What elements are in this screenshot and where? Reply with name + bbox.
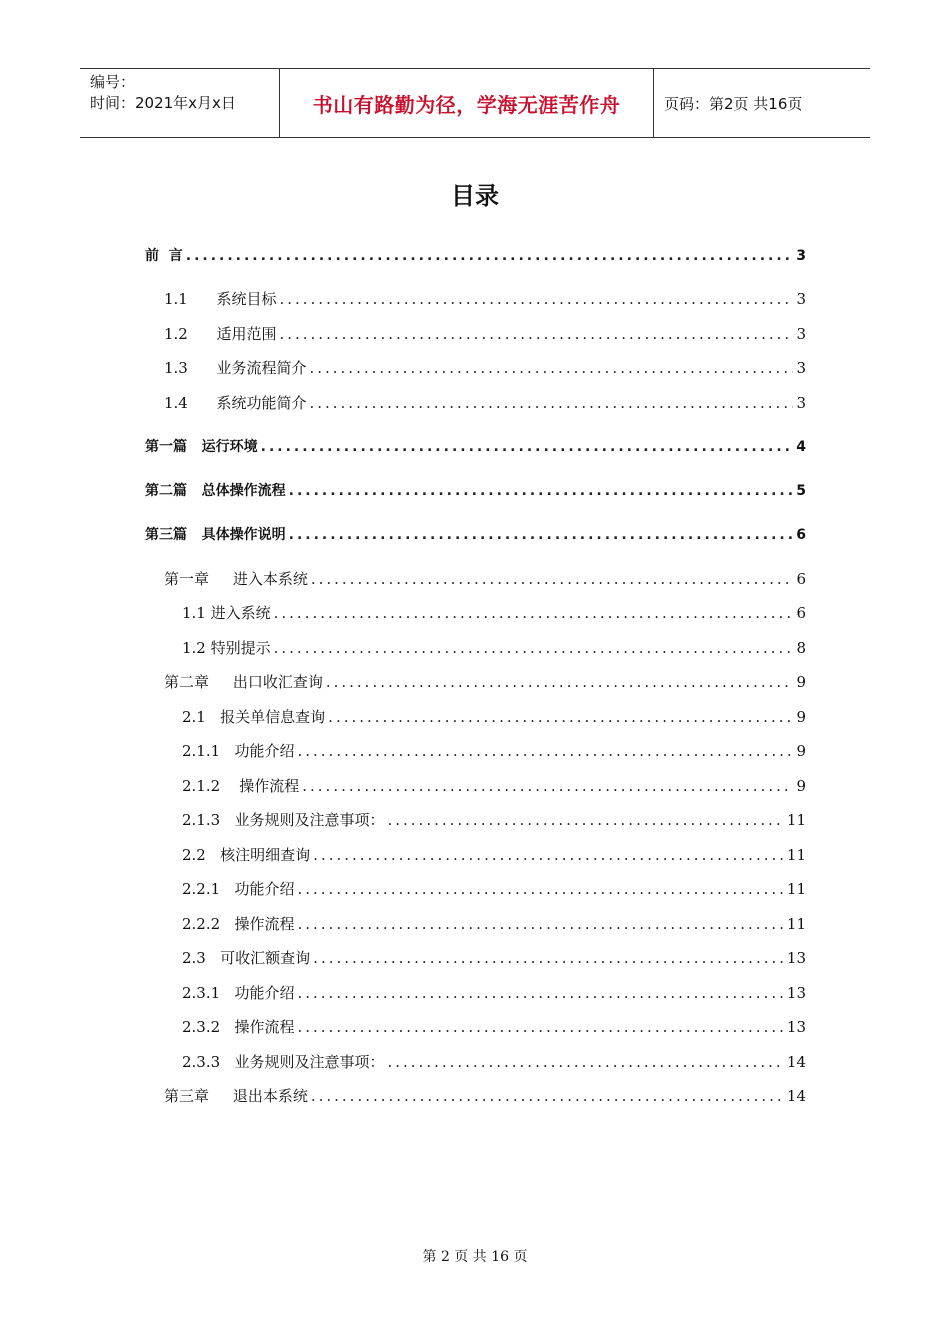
- toc-entry[interactable]: [164, 392, 806, 414]
- toc-entry-label: 2.2.2 操作流程: [182, 915, 295, 933]
- toc-entry-label: 1.2 适用范围: [164, 325, 277, 343]
- toc-leader: [309, 359, 793, 377]
- toc-leader: [297, 880, 783, 898]
- toc-entry-label: 2.1.1 功能介绍: [182, 742, 295, 760]
- toc-entry-page: 14: [786, 1053, 806, 1071]
- toc-entry-label: 2.1.3 业务规则及注意事项：: [182, 811, 385, 829]
- toc-entry[interactable]: [164, 323, 806, 345]
- toc-entry[interactable]: [164, 671, 806, 693]
- toc-leader: [387, 1053, 783, 1071]
- toc-leader: [387, 811, 783, 829]
- toc-entry-label: 2.3 可收汇额查询: [182, 949, 311, 967]
- toc-entry-label: 1.3 业务流程简介: [164, 359, 307, 377]
- toc-entry[interactable]: [145, 480, 806, 502]
- toc-leader: [326, 673, 793, 691]
- toc-entry-page: 9: [796, 742, 806, 760]
- toc-leader: [279, 290, 793, 308]
- toc-entry-page: 11: [786, 811, 806, 829]
- toc-entry-label: 第三篇 具体操作说明: [145, 527, 286, 543]
- toc-entry-page: 3: [796, 325, 806, 343]
- toc-entry-page: 6: [796, 570, 806, 588]
- toc-entry[interactable]: [145, 436, 806, 458]
- toc-leader: [186, 248, 793, 264]
- page-header: [80, 68, 870, 138]
- toc-leader: [309, 394, 793, 412]
- toc-entry-page: 3: [796, 290, 806, 308]
- toc-entry-page: 3: [796, 394, 806, 412]
- toc-entry[interactable]: [164, 1085, 806, 1107]
- toc-entry[interactable]: [164, 357, 806, 379]
- toc-entry-page: 13: [786, 949, 806, 967]
- page-title: 目录: [451, 182, 499, 210]
- toc-entry-page: 6: [796, 527, 806, 543]
- toc-entry-label: 2.2 核注明细查询: [182, 846, 311, 864]
- toc-entry-page: 14: [786, 1087, 806, 1105]
- toc-entry-label: 2.2.1 功能介绍: [182, 880, 295, 898]
- toc-leader: [313, 949, 784, 967]
- toc-entry[interactable]: [182, 602, 806, 624]
- toc-entry[interactable]: [164, 288, 806, 310]
- page-footer: 第 2 页 共 16 页: [422, 1249, 528, 1265]
- toc-entry[interactable]: [182, 1051, 806, 1073]
- toc-entry-page: 13: [786, 984, 806, 1002]
- toc-entry[interactable]: [182, 844, 806, 866]
- toc-entry[interactable]: [182, 947, 806, 969]
- toc-leader: [289, 527, 793, 543]
- toc-entry-page: 9: [796, 708, 806, 726]
- toc-entry-label: 1.1 系统目标: [164, 290, 277, 308]
- toc-entry-page: 3: [796, 248, 806, 264]
- toc-entry-label: 2.1.2 操作流程: [182, 777, 300, 795]
- toc-entry-label: 第一篇 运行环境: [145, 439, 258, 455]
- toc-entry[interactable]: [182, 740, 806, 762]
- toc-leader: [313, 846, 784, 864]
- toc-entry-label: 第二篇 总体操作流程: [145, 483, 286, 499]
- toc-entry-label: 1.2 特别提示: [182, 639, 271, 657]
- toc-entry-page: 6: [796, 604, 806, 622]
- toc-entry-page: 4: [796, 439, 806, 455]
- toc-entry[interactable]: [182, 809, 806, 831]
- toc-entry-label: 2.3.3 业务规则及注意事项：: [182, 1053, 385, 1071]
- toc-leader: [274, 639, 793, 657]
- toc-leader: [328, 708, 793, 726]
- toc-entry[interactable]: [182, 775, 806, 797]
- toc-entry[interactable]: [145, 245, 806, 267]
- toc-entry[interactable]: [182, 706, 806, 728]
- toc-entry-page: 9: [796, 673, 806, 691]
- toc-entry[interactable]: [182, 913, 806, 935]
- header-page-info: 页码：第2页 共16页: [664, 94, 803, 113]
- toc-entry-label: 第二章 出口收汇查询: [164, 673, 323, 691]
- toc-entry-page: 11: [786, 846, 806, 864]
- toc-leader: [261, 439, 793, 455]
- toc-entry-label: 第三章 退出本系统: [164, 1087, 308, 1105]
- toc-leader: [279, 325, 793, 343]
- toc-entry[interactable]: [145, 524, 806, 546]
- toc-entry-label: 1.1 进入系统: [182, 604, 271, 622]
- toc-entry[interactable]: [182, 1016, 806, 1038]
- toc-entry-label: 1.4 系统功能简介: [164, 394, 307, 412]
- toc-entry-label: 2.1 报关单信息查询: [182, 708, 326, 726]
- toc-leader: [297, 915, 783, 933]
- toc-entry-page: 8: [796, 639, 806, 657]
- toc-entry-page: 11: [786, 915, 806, 933]
- toc-entry-page: 5: [796, 483, 806, 499]
- toc-leader: [297, 742, 793, 760]
- header-meta: [80, 69, 280, 137]
- toc-entry-page: 13: [786, 1018, 806, 1036]
- header-motto: 书山有路勤为径，学海无涯苦作舟: [280, 69, 654, 137]
- toc-leader: [311, 570, 793, 588]
- toc-entry-label: 前 言: [145, 248, 183, 264]
- toc-entry-label: 2.3.2 操作流程: [182, 1018, 295, 1036]
- toc-entry[interactable]: [182, 637, 806, 659]
- toc-leader: [297, 984, 783, 1002]
- toc-entry[interactable]: [164, 568, 806, 590]
- toc-entry-page: 3: [796, 359, 806, 377]
- toc-leader: [311, 1087, 784, 1105]
- toc-entry[interactable]: [182, 878, 806, 900]
- toc-leader: [289, 483, 793, 499]
- toc-entry-page: 11: [786, 880, 806, 898]
- toc-leader: [302, 777, 793, 795]
- number-label: 编号：: [90, 73, 136, 91]
- toc-leader: [274, 604, 793, 622]
- toc-entry[interactable]: [182, 982, 806, 1004]
- time-label: 时间：2021年x月x日: [90, 94, 236, 112]
- toc-leader: [297, 1018, 783, 1036]
- toc-entry-label: 2.3.1 功能介绍: [182, 984, 295, 1002]
- toc-entry-page: 9: [796, 777, 806, 795]
- toc-entry-label: 第一章 进入本系统: [164, 570, 308, 588]
